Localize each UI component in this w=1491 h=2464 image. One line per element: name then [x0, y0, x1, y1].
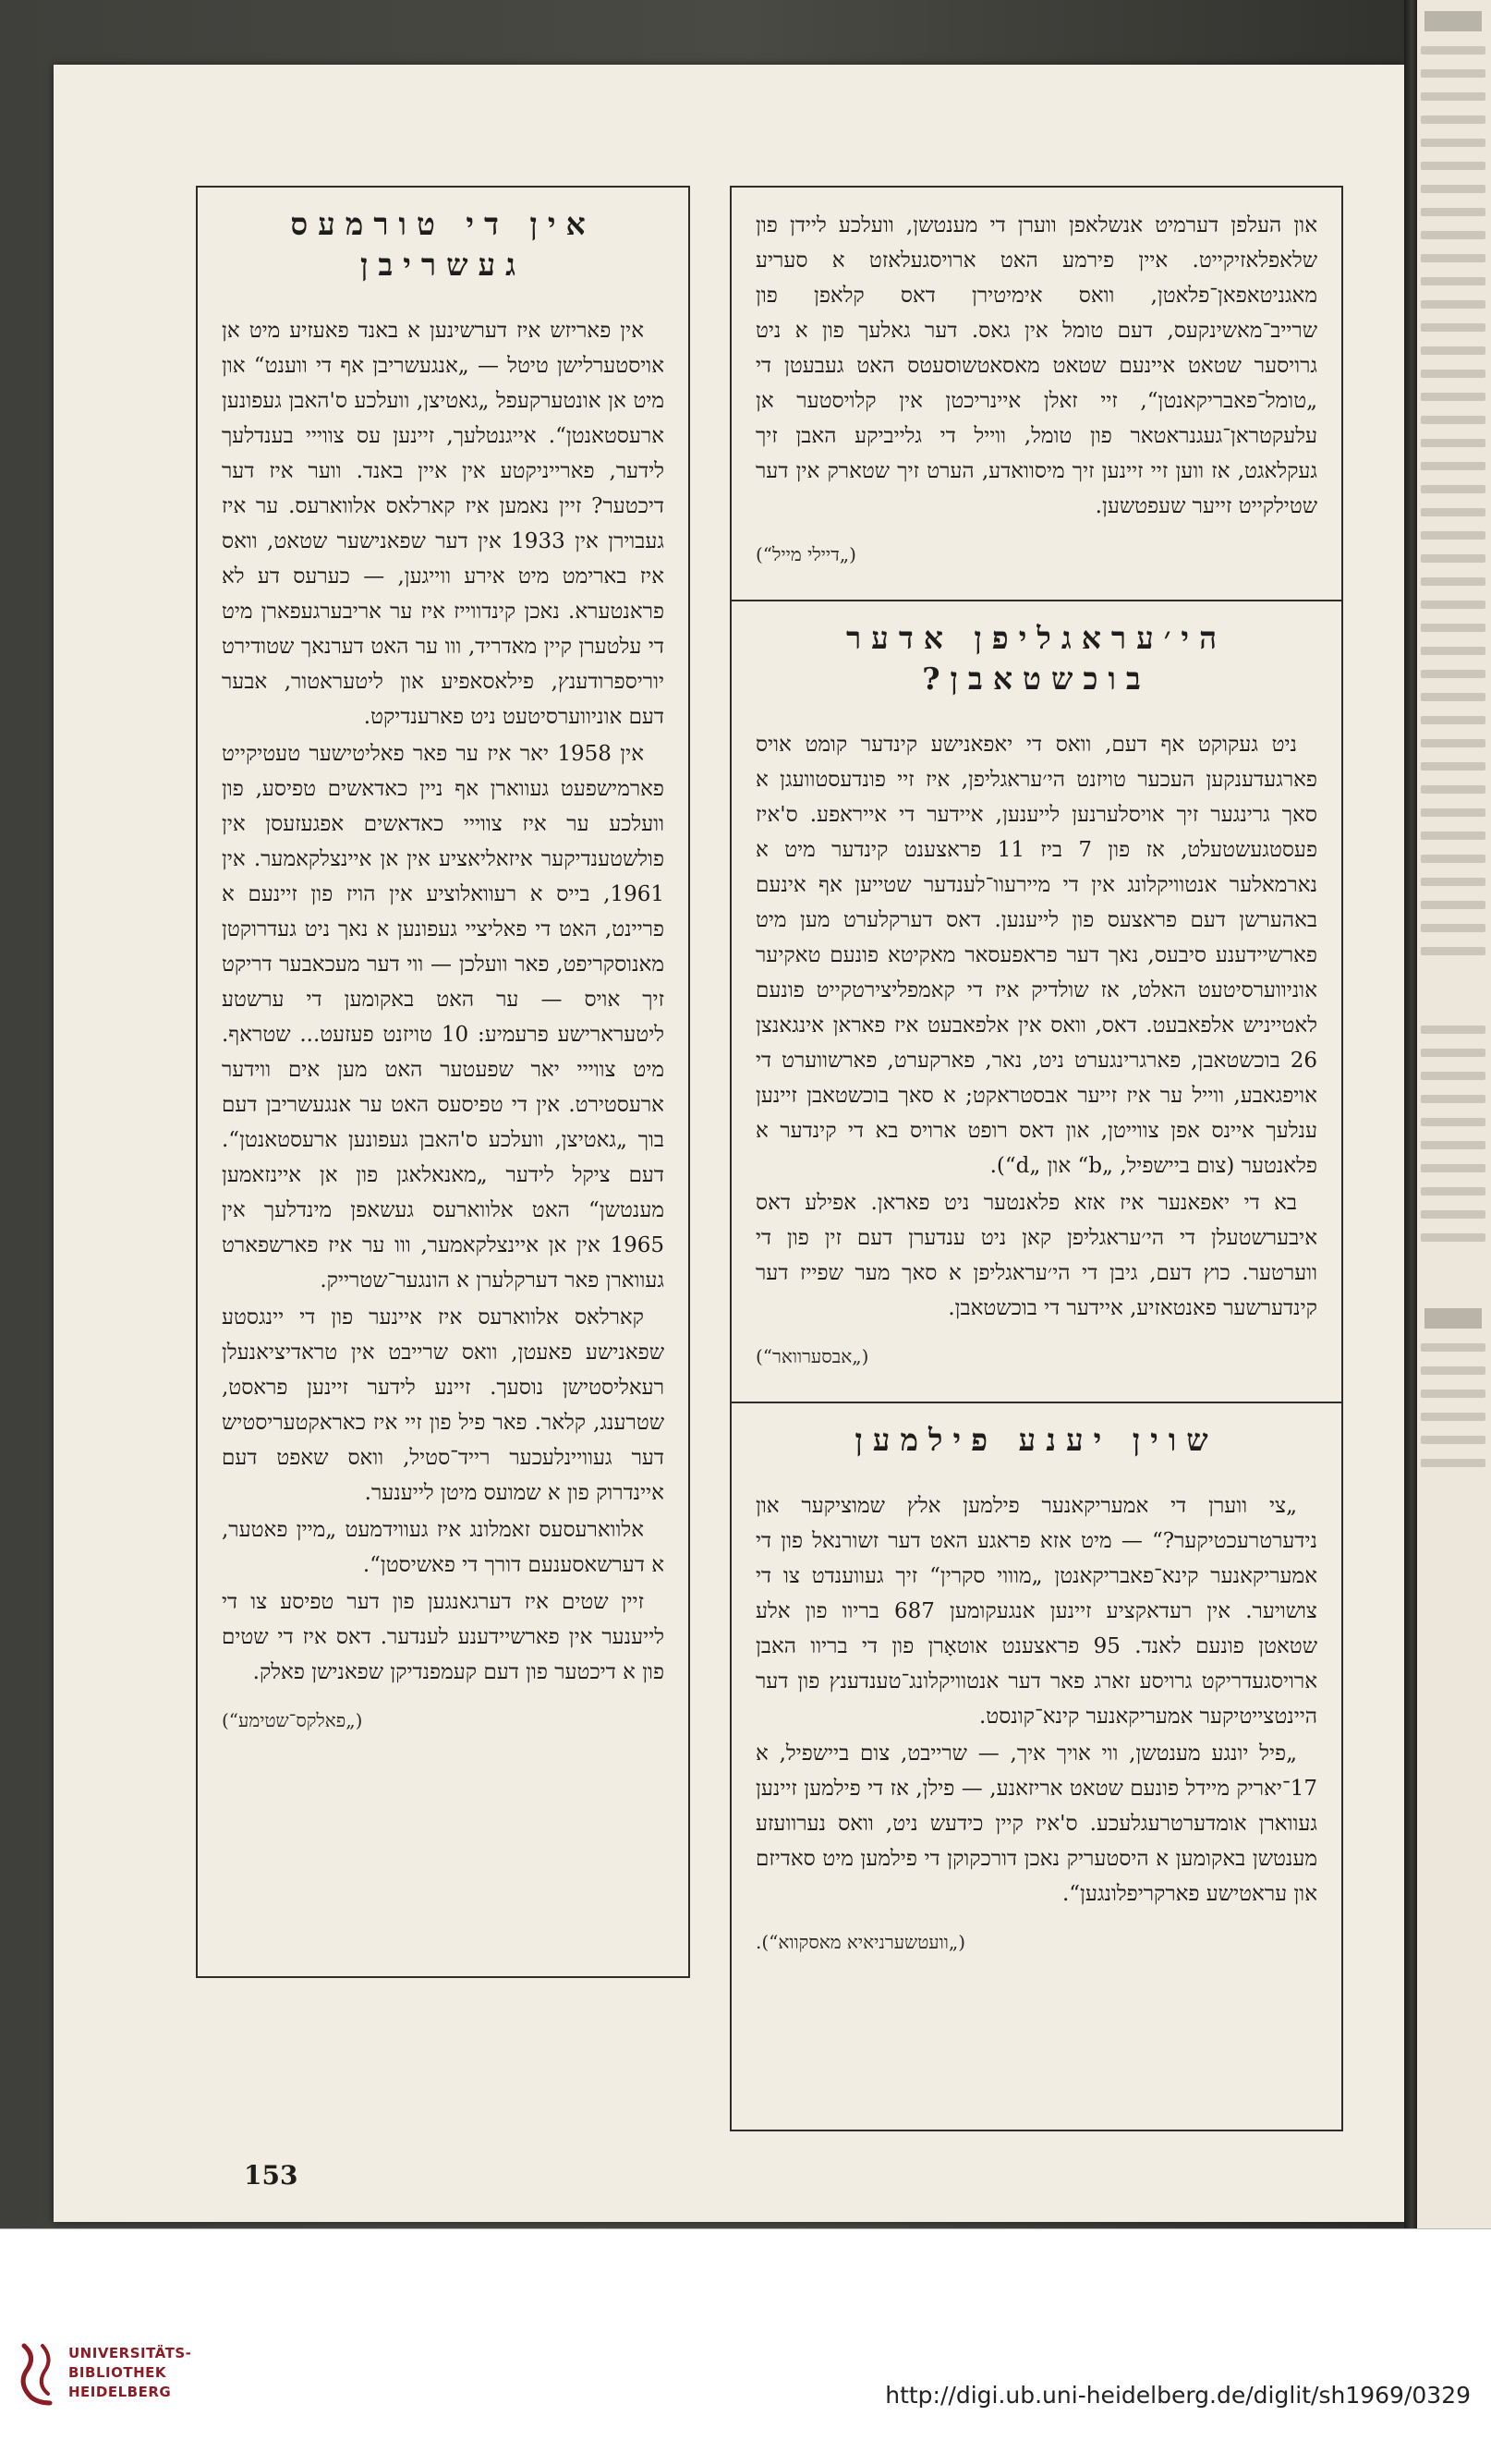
adjacent-page-text: [1421, 624, 1485, 632]
left-article-box: [196, 186, 690, 1978]
adjacent-page-text: [1421, 139, 1485, 147]
adjacent-page-text: [1421, 162, 1485, 170]
right-paragraph: בא די יאפאנער איז אזא פלאנטער ניט פאראן. אפילע דאס איבערשטעלן די הי׳עראגליפן קאן ניט ענדערן דעם זין פון די ווערטער. כוץ דעם, גיבן די הי׳עראגליפן א סאך מער שפייז דער קינדערשער פאנטאזיע, איידער די בוכשטאבן.: [756, 1191, 1317, 1320]
adjacent-page-text: [1421, 508, 1485, 516]
page-number: 153: [244, 2160, 298, 2191]
adjacent-page-text: [1421, 208, 1485, 216]
library-name: [68, 2344, 272, 2402]
article-heading-films: שוין יענע פילמען: [855, 1422, 1218, 1458]
adjacent-page-text: [1421, 300, 1485, 309]
adjacent-page-text: [1421, 462, 1485, 470]
adjacent-page-heading: [1424, 11, 1482, 31]
adjacent-page-text: [1421, 670, 1485, 678]
adjacent-page-text: [1421, 92, 1485, 101]
adjacent-page-text: [1421, 901, 1485, 909]
adjacent-page-text: [1421, 1141, 1485, 1149]
section-divider: [732, 1402, 1341, 1403]
adjacent-page-text: [1421, 69, 1485, 78]
adjacent-page-text: [1421, 1118, 1485, 1126]
adjacent-page-text: [1421, 254, 1485, 262]
intro-paragraph: און העלפן דערמיט אנשלאפן ווערן די מענטשן, וועלכע ליידן פון שלאפלאזיקייט. איין פירמע האט ארויסגעלאזט א סעריע מאגניטאפאן־פלאטן, וואס אימיטירן דאס קלאפן פון שרייב־מאשינקעס, דעם טומל אין גאס. דער גאלעך פון א ניט גרויסער שטאט איינעם שטאט מאסאטשוסעטס האט געבעטן די „טומל־פאבריקאנטן“, זיי זאלן איינריכטן אין קלויסטער אן עלעקטראן־געגנראטאר פון טומל, ווייל די גלייביקע האבן זיך געקלאגט, אז ווען זיי זיינען זיך מיסוואדע, הערט זיך שטארק אין דער שטילקייט זייער שעפטשען.: [756, 213, 1317, 518]
adjacent-page-text: [1421, 577, 1485, 586]
adjacent-page-text: [1421, 1187, 1485, 1196]
adjacent-page-text: [1421, 716, 1485, 724]
book-spine: [1404, 0, 1417, 2228]
left-paragraph: זיין שטים איז דערגאנגען פון דער טפיסע צו די לייענער אין פארשיידענע לענדער. דאס איז די שטים פון א דיכטער פון דעם קעמפנדיקן שפאנישן פאלק.: [222, 1590, 664, 1684]
adjacent-page-text: [1421, 1210, 1485, 1219]
article-heading-tormes: אין די טורמעס געשריבן: [290, 206, 596, 283]
adjacent-page-text: [1421, 855, 1485, 863]
adjacent-page-text: [1421, 370, 1485, 378]
adjacent-page-text: [1421, 762, 1485, 771]
adjacent-page-text: [1421, 1095, 1485, 1103]
article-heading-hieroglyphs: הי׳עראגליפן אדער בוכשטאבן?: [845, 620, 1228, 697]
adjacent-page-text: [1421, 947, 1485, 955]
library-name-line: HEIDELBERG: [68, 2384, 172, 2400]
adjacent-page-text: [1421, 439, 1485, 447]
adjacent-page-heading: [1424, 1308, 1482, 1329]
library-name-line: BIBLIOTHEK: [68, 2364, 166, 2381]
adjacent-page-text: [1421, 601, 1485, 609]
adjacent-page-text: [1421, 693, 1485, 701]
left-paragraph: אלווארעסעס זאמלונג איז געווידמעט „מיין פאטער, א דערשאסענעם דורך די פאשיסטן“.: [222, 1518, 664, 1577]
adjacent-page-text: [1421, 808, 1485, 817]
left-paragraph: אין פאריזש איז דערשינען א באנד פאעזיע מיט אן אויסטערלישן טיטל — „אנגעשריבן אף די ווענט“ און מיט אן אונטערקעפל „גאטיצן, וועלכע ס'האבן געפונען ארעסטאנטן“. אייגנטלעך, זיינען עס צווייי בענדלעך לידער, פארייניקטע אין איין באנד. ווער איז דער דיכטער? זיין נאמען איז קארלאס אלווארעס. ער איז געבוירן אין 1933 אין דער שפאנישער שטאט, וואס איז בארימט מיט אירע ווייגען, — כערעס דע לא פראנטערא. נאכן קינדווייז איז ער אריבערגעפארן מיט די עלטערן קיין מאדריד, ווו ער האט דערנאך שטודירט יוריספרודענץ, פילאסאפיע און ליטעראטור, אבער דעם אוניווערסיטעט ניט פארענדיקט.: [222, 319, 664, 729]
right-column: [732, 208, 1341, 1960]
adjacent-page-text: [1421, 231, 1485, 239]
adjacent-page-text: [1421, 1436, 1485, 1444]
left-paragraph: אין 1958 יאר איז ער פאר פאליטישער טעטיקייט פארמישפעט געווארן אף ניין כאדאשים טפיסע, פון וועלכע ער איז צווייי כאדאשים אפגעזעסן אין פולשטענדיקער איזאליאציע אין אן איינצלקאמער. אין 1961, בייס א רעוואלוציע אין הויז פון זיינעם א פריינט, האט די פאליציי געפונען א נאך ניט געדרוקטן מאנוסקריפט, פאר וועלכן — ווי דער מעכאבער דריקט זיך אויס — ער האט באקומען די ערשטע ליטערארישע פרעמיע: 10 טויזנט פעזעט... שטראף. מיט צווייי יאר שפעטער האט מען אים ווידער ארעסטירט. אין די טפיסעס האט ער אנגעשריבן דעם בוך „גאטיצן, וועלכע ס'האבן געפונען ארעסטאנטן“. דעם ציקל לידער „מאנאלאגן פון אן איינזאמען מענטשן“ האט אלווארעס געשאפן מינדלעך אין 1965 אין אן איינצלקאמער, ווו ער איז פארשפארט געווארן פאר דערקלערן א הונגער־שטרייק.: [222, 742, 665, 1293]
adjacent-page-text: [1421, 1072, 1485, 1080]
right-paragraph: „פיל יונגע מענטשן, ווי אויך איך, — שרייבט, צום ביישפיל, א 17־יאריק מיידל פונעם שטאט אריזאנע, — פילן, אז די פילמען זיינען געווארן אומדערטרעגלעכע. ס'איז קיין כידעש ניט, וואס נערוועזע מענטשן באקומען א היסטעריק נאכן דורכקוקן די פילמען מיט סאדיזם און עראטישע פארקריפלונגען“.: [756, 1742, 1317, 1906]
source-credit: („דיילי מייל“): [756, 543, 856, 565]
adjacent-page-text: [1421, 277, 1485, 285]
adjacent-page-text: [1421, 1366, 1485, 1375]
section-divider: [732, 600, 1341, 601]
right-paragraph: ניט געקוקט אף דעם, וואס די יאפאנישע קינדער קומט אויס פארגעדענקען העכער טויזנט הי׳עראגליפן, איז זיי פונדעסטוועגן א סאך גרינגער זיך אויסלערנען לייענען, איידער די אייראפע. ס'איז פעסטגעשטעלט, אז פון 7 ביז 11 פראצענט קינדער מיט א נארמאלער אנטוויקלונג אין די מיירעוו־לענדער שטייען אף אינעם באהערשן דעם פראצעס פון לייענען. דאס דערקלערט מען מיט פארשיידענע סיבעס, נאך דער פראפעסאר מאקיטא פונעם טאקיער אוניווערסיטעט האלט, אז שולדיק איז די קאמפליצירטקייט פונעם לאטייניש אלפאבעט. דאס, וואס אין אלפאבעט איז פאראן אינגאנצן 26 בוכשטאבן, פארגרינגערט ניט, נאר, פארקערט, פארשווערט די אויפגאבע, ווייל ער איז זייער אבסטראקט; א סאך בוכשטאבן זיינען ענלעך איינס אפן צווייטן, און דאס רופט ארויס בא די קינדער א פלאנטער (צום ביישפיל, „b“ און „d“).: [756, 733, 1317, 1178]
left-column: [198, 204, 688, 1738]
right-paragraph: „צי ווערן די אמעריקאנער פילמען אלץ שמוציקער און נידערטרעכטיקער?“ — מיט אזא פראגע האט דער זשורנאל פון די אמעריקאנער קינא־פאבריקאנטן „מוווי סקרין“ זיך געווענדט צו די צושויער. אין רעדאקציע זיינען אנגעקומען 687 בריוו פון אלע שטאטן פונעם לאנד. 95 פראצענט אוטאָרן פון די בריוו האבן ארויסגעדריקט גרויסע זארג פאר דער אנטוויקלונג־טענדענץ פון דער היינטצייטיקער אמעריקאנער קינא־קונסט.: [756, 1494, 1317, 1729]
adjacent-page-text: [1421, 531, 1485, 540]
adjacent-page-text: [1421, 739, 1485, 747]
adjacent-page-text: [1421, 46, 1485, 55]
right-article-box: [730, 186, 1343, 2131]
adjacent-page-text: [1421, 185, 1485, 193]
adjacent-page-edge: [1417, 0, 1491, 2228]
adjacent-page-text: [1421, 1233, 1485, 1242]
university-seal-icon: [17, 2342, 57, 2407]
adjacent-page-text: [1421, 924, 1485, 932]
adjacent-page-text: [1421, 115, 1485, 124]
adjacent-page-text: [1421, 1343, 1485, 1352]
adjacent-page-text: [1421, 1413, 1485, 1421]
adjacent-page-text: [1421, 323, 1485, 332]
left-paragraph: קארלאס אלווארעס איז איינער פון די יינגסטע שפאנישע פאעטן, וואס שרייבט אין טראדיציאנעלן רעאליסטישן נוסעך. זיינע לידער זיינען פראסט, שטרענג, קלאר. פאר פיל פון זיי איז כאראקטעריסטיש דער געוויינלעכער רייד־סטיל, וואס שאפט דעם איינדרוק פון א שמועס מיטן לייענער.: [222, 1305, 664, 1505]
adjacent-page-text: [1421, 393, 1485, 401]
source-credit: („וועטשערניאיא מאסקווא“).: [756, 1931, 966, 1953]
adjacent-page-text: [1421, 485, 1485, 493]
library-name-line: UNIVERSITÄTS-: [68, 2345, 192, 2361]
source-credit: („פאלקס־שטימע“): [222, 1709, 363, 1731]
adjacent-page-text: [1421, 1390, 1485, 1398]
source-url-link[interactable]: http://digi.ub.uni-heidelberg.de/diglit/sh1969/0329: [885, 2382, 1471, 2409]
adjacent-page-text: [1421, 785, 1485, 794]
adjacent-page-text: [1421, 1026, 1485, 1034]
adjacent-page-text: [1421, 1049, 1485, 1057]
adjacent-page-text: [1421, 878, 1485, 886]
source-credit: („אבסערוואר“): [756, 1345, 869, 1367]
adjacent-page-text: [1421, 416, 1485, 424]
adjacent-page-text: [1421, 554, 1485, 563]
viewer-footer: [0, 2228, 1491, 2464]
adjacent-page-text: [1421, 647, 1485, 655]
adjacent-page-text: [1421, 831, 1485, 840]
adjacent-page-text: [1421, 1164, 1485, 1172]
adjacent-page-text: [1421, 346, 1485, 355]
adjacent-page-text: [1421, 1459, 1485, 1467]
